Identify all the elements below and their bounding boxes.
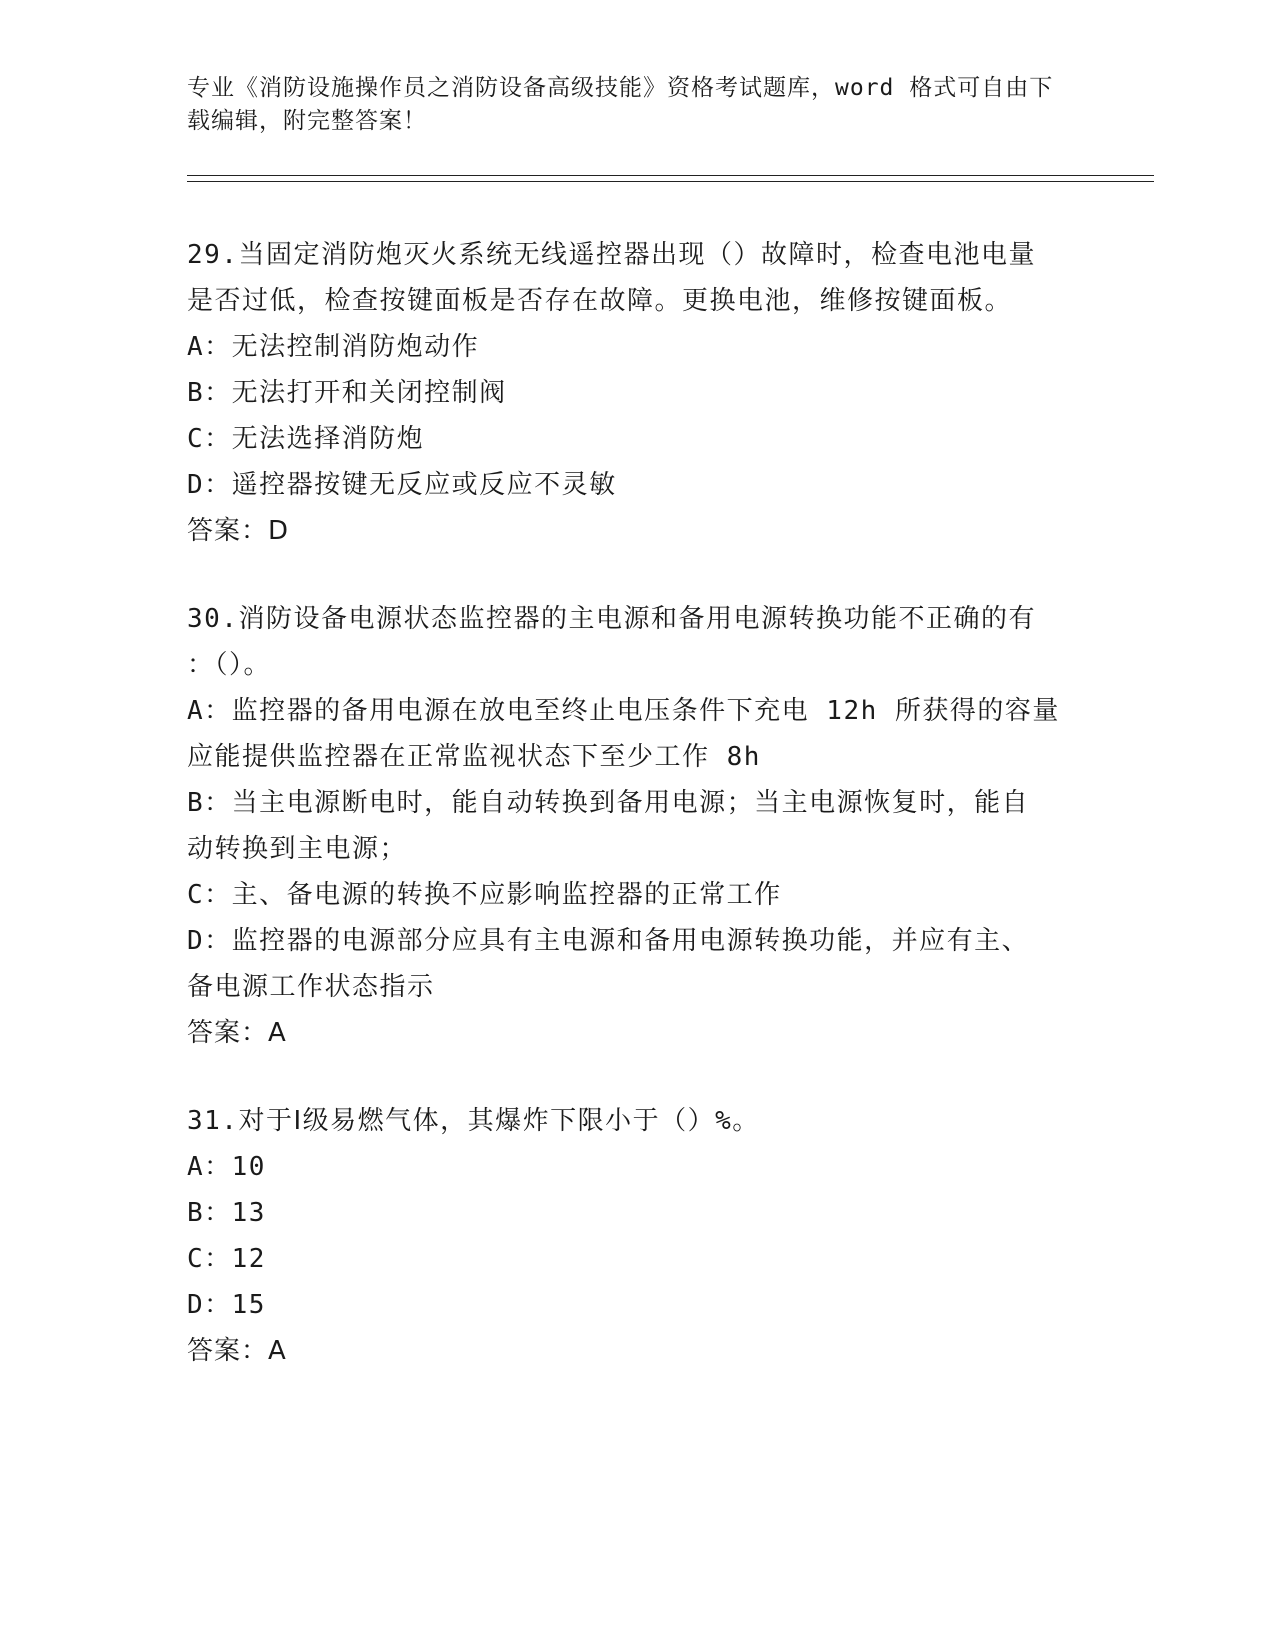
document-header bbox=[187, 72, 1067, 138]
option-b: B：13 bbox=[187, 1198, 266, 1228]
question-stem: 31.对于Ⅰ级易燃气体，其爆炸下限小于（）%。 bbox=[187, 1106, 760, 1136]
answer-line: 答案：D bbox=[187, 516, 290, 546]
question-block bbox=[187, 596, 1087, 1056]
option-d: D：监控器的电源部分应具有主电源和备用电源转换功能，并应有主、 bbox=[187, 926, 1030, 956]
option-a: A：10 bbox=[187, 1152, 266, 1182]
question-stem: 30.消防设备电源状态监控器的主电源和备用电源转换功能不正确的有 bbox=[187, 604, 1036, 634]
question-spacer bbox=[187, 1056, 1087, 1098]
option-d: D：遥控器按键无反应或反应不灵敏 bbox=[187, 470, 617, 500]
question-spacer bbox=[187, 554, 1087, 596]
question-block bbox=[187, 232, 1087, 554]
header-line: 载编辑，附完整答案！ bbox=[187, 108, 427, 134]
option-c: C：主、备电源的转换不应影响监控器的正常工作 bbox=[187, 880, 782, 910]
header-line: 专业《消防设施操作员之消防设备高级技能》资格考试题库，word 格式可自由下 bbox=[187, 75, 1054, 101]
question-stem: 是否过低，检查按键面板是否存在故障。更换电池，维修按键面板。 bbox=[187, 286, 1013, 316]
question-stem: 29.当固定消防炮灭火系统无线遥控器出现（）故障时，检查电池电量 bbox=[187, 240, 1036, 270]
answer-line: 答案：A bbox=[187, 1336, 287, 1366]
option-d-continued: 备电源工作状态指示 bbox=[187, 972, 435, 1002]
option-c: C：12 bbox=[187, 1244, 266, 1274]
option-a: A：监控器的备用电源在放电至终止电压条件下充电 12h 所获得的容量 bbox=[187, 696, 1060, 726]
question-list bbox=[187, 232, 1087, 1374]
question-block bbox=[187, 1098, 1087, 1374]
answer-line: 答案：A bbox=[187, 1018, 287, 1048]
header-divider bbox=[187, 181, 1154, 182]
option-c: C：无法选择消防炮 bbox=[187, 424, 425, 454]
option-b: B：无法打开和关闭控制阀 bbox=[187, 378, 507, 408]
option-b: B：当主电源断电时，能自动转换到备用电源；当主电源恢复时，能自 bbox=[187, 788, 1030, 818]
option-a: A：无法控制消防炮动作 bbox=[187, 332, 480, 362]
header-divider bbox=[187, 175, 1154, 176]
option-a-continued: 应能提供监控器在正常监视状态下至少工作 8h bbox=[187, 742, 761, 772]
option-b-continued: 动转换到主电源； bbox=[187, 834, 408, 864]
question-stem: ：（）。 bbox=[187, 650, 272, 680]
option-d: D：15 bbox=[187, 1290, 266, 1320]
